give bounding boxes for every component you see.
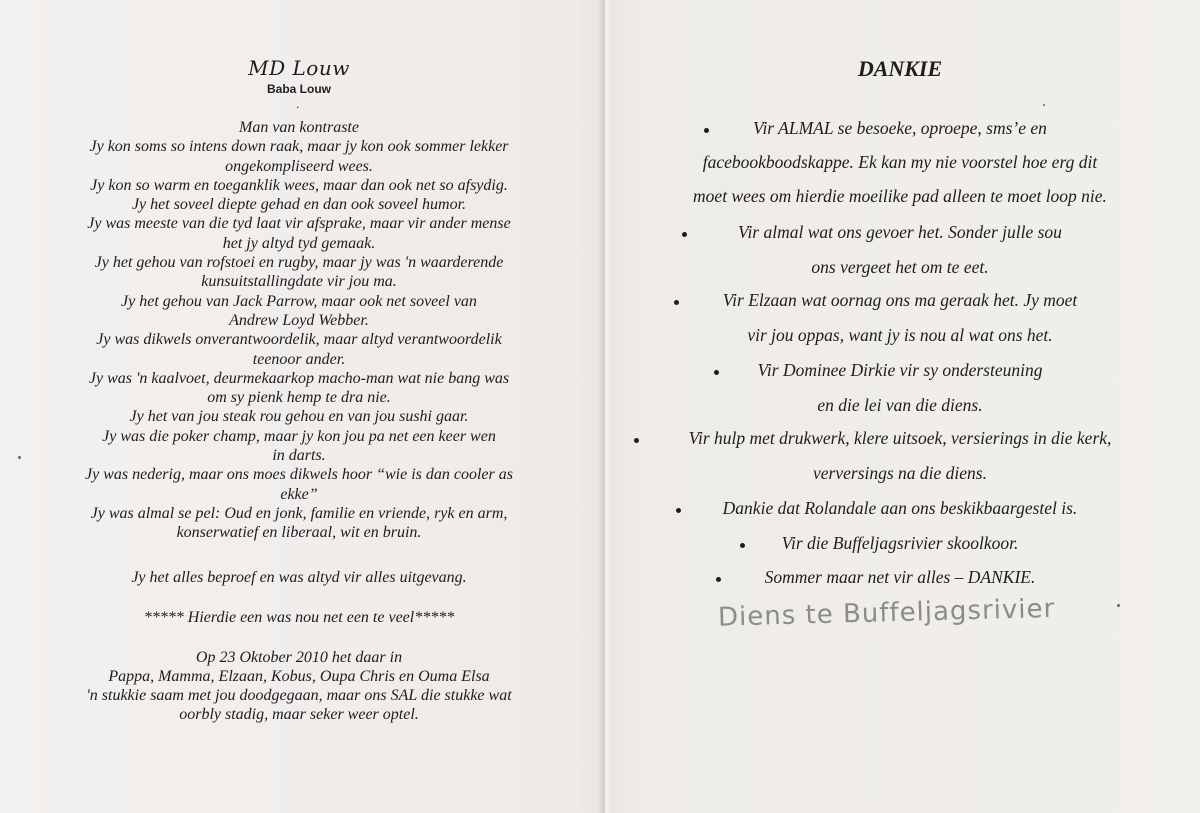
farewell-line: Pappa, Mamma, Elzaan, Kobus, Oupa Chris en Ouma Elsa (108, 668, 490, 685)
subtitle: Baba Louw (266, 82, 331, 96)
poem-line: ongekompliseerd wees. (225, 157, 373, 175)
poem-line: Jy was nederig, maar ons moes dikwels hoor “wie is dan cooler as (85, 466, 513, 484)
poem-line: Jy het gehou van rofstoei en rugby, maar jy was 'n waarderende (94, 254, 504, 272)
poem-line: Jy was 'n kaalvoet, deurmekaarkop macho-man wat nie bang was (88, 369, 510, 387)
poem-line: om sy pienk hemp te dra nie. (207, 389, 391, 407)
poem-line: Jy het gehou van Jack Parrow, maar ook net soveel van (121, 292, 477, 310)
thanks-line: Vir ALMAL se besoeke, oproepe, sms’e en (753, 118, 1047, 138)
farewell-line: Op 23 Oktober 2010 het daar in (195, 649, 403, 666)
poem-line: Jy kon so warm en toeganklik wees, maar dan ook net so afsydig. (90, 176, 508, 194)
poem-line: Man van kontraste (239, 119, 359, 136)
closing-line-block (0, 568, 598, 587)
poem-line: het jy altyd tyd gemaak. (222, 234, 376, 252)
poem-line: Jy was die poker champ, maar jy kon jou pa net een keer wen (102, 427, 496, 445)
poem-line: ekke” (280, 485, 318, 503)
poem-line: konserwatief en liberaal, wit en bruin. (176, 524, 422, 542)
thanks-line: Sommer maar net vir alles – DANKIE. (764, 567, 1036, 587)
farewell-line: 'n stukkie saam met jou doodgegaan, maar ons SAL die stukke wat (86, 687, 512, 704)
closing-line: Jy het alles beproef en was altyd vir alles uitgevang. (131, 569, 467, 586)
poem-line: kunsuitstallingdate vir jou ma. (201, 273, 397, 291)
poem-line: Jy het soveel diepte gehad en dan ook soveel humor. (131, 196, 467, 214)
stars-line: ***** Hierdie een was nou net een te veel***** (143, 609, 455, 626)
thanks-line: Vir Dominee Dirkie vir sy ondersteuning (757, 360, 1043, 380)
stars-line-block (0, 608, 598, 627)
poem (0, 118, 598, 543)
thanks-line: verversings na die diens. (813, 463, 987, 483)
farewell (0, 648, 598, 724)
poem-line: Jy het van jou steak rou gehou en van jou sushi gaar. (129, 408, 469, 426)
right-panel (600, 0, 1200, 813)
thanks-line: vir jou oppas, want jy is nou al wat ons het. (747, 325, 1053, 345)
thanks-line: Dankie dat Rolandale aan ons beskikbaargestel is. (722, 498, 1078, 518)
poem-line: in darts. (272, 447, 326, 465)
thanks-line: moet wees om hierdie moeilike pad alleen te moet loop nie. (693, 186, 1107, 206)
thanks-line: Vir almal wat ons gevoer het. Sonder julle sou (738, 222, 1062, 242)
page-title: MD Louw (248, 56, 350, 80)
poem-line: teenoor ander. (252, 350, 346, 368)
thanks-line: Vir die Buffeljagsrivier skoolkoor. (781, 533, 1019, 553)
mark: . (296, 98, 300, 111)
poem-line: Jy was almal se pel: Oud en jonk, familie en vriende, ryk en arm, (90, 504, 508, 522)
farewell-line: oorbly stadig, maar seker weer optel. (179, 706, 419, 723)
thanks-line: Vir hulp met drukwerk, klere uitsoek, versierings in die kerk, (688, 428, 1112, 448)
thanks-line: Vir Elzaan wat oornag ons ma geraak het. Jy moet (722, 290, 1078, 310)
thanks-line: en die lei van die diens. (817, 395, 983, 415)
poem-line: Andrew Loyd Webber. (229, 311, 369, 329)
thanks-title: DANKIE (857, 56, 943, 81)
poem-line: Jy was dikwels onverantwoordelik, maar altyd verantwoordelik (96, 331, 502, 349)
thanks-line: facebookboodskappe. Ek kan my nie voorstel hoe erg dit (702, 152, 1098, 172)
handwritten-note: Diens te Buffeljagsrivier (717, 593, 1056, 633)
poem-line: Jy was meeste van die tyd laat vir afsprake, maar vir ander mense (87, 215, 511, 233)
thanks-line: ons vergeet het om te eet. (811, 257, 989, 277)
poem-line: Jy kon soms so intens down raak, maar jy kon ook sommer lekker (89, 138, 509, 156)
